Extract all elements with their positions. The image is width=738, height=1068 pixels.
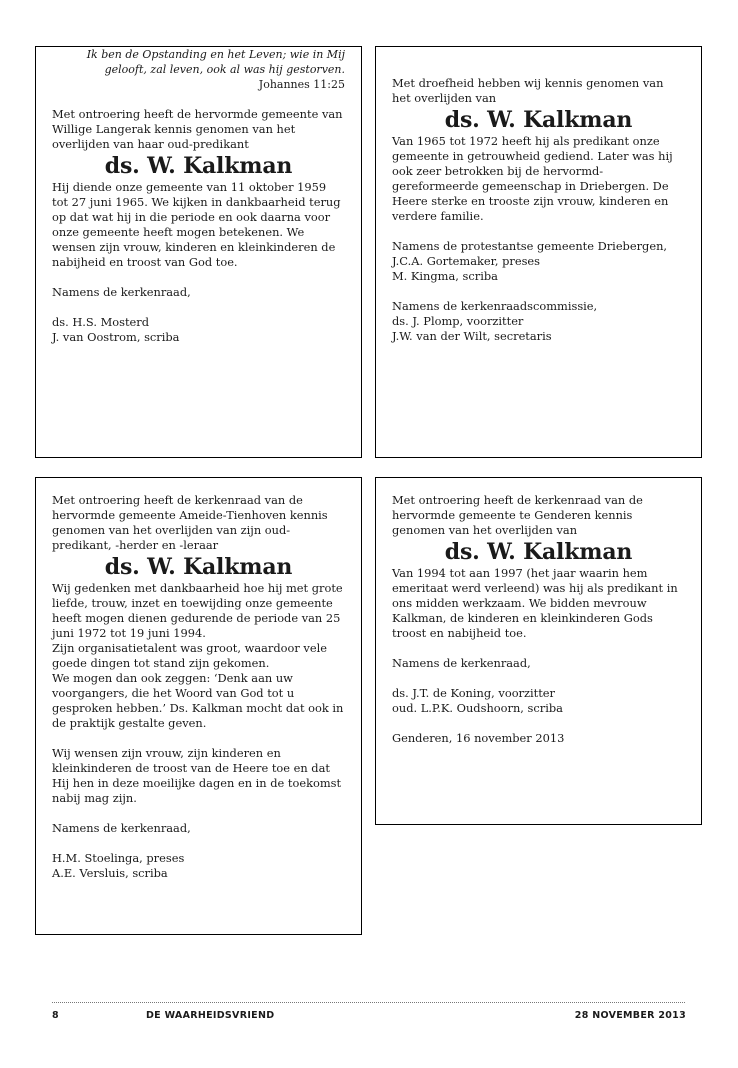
signature-heading: Namens de protestantse gemeente Driebergen, [392, 239, 668, 253]
deceased-name: ds. W. Kalkman [444, 539, 633, 565]
notice-body: Wij wensen zijn vrouw, zijn kinderen en kleinkinderen de troost van de Heere toe en dat Hij hen in deze moeilijke dagen en in de toekomst nabij mag zijn. [52, 746, 342, 805]
signer: J.C.A. Gortemaker, preses [392, 254, 540, 268]
notice-body: Hij diende onze gemeente van 11 oktober 1959 tot 27 juni 1965. We kijken in dankbaarheid terug op dat wat hij in die periode en ook daarna voor onze gemeente heeft mogen betekenen. We wensen zijn vrouw, kinderen en kleinkinderen de nabijheid en troost van God toe. [52, 180, 341, 269]
closing-line: Namens de kerkenraad, [52, 285, 191, 299]
notice-intro: Met ontroering heeft de kerkenraad van de hervormde gemeente Ameide-Tienhoven kennis genomen van het overlijden van zijn oud-predikant, -herder en -leraar [52, 493, 328, 552]
signer: ds. J. Plomp, voorzitter [392, 314, 524, 328]
notice-body: Van 1994 tot aan 1997 (het jaar waarin hem emeritaat werd verleend) was hij als predikant in ons midden werkzaam. We bidden mevrouw Kalkman, de kinderen en kleinkinderen Gods troost en nabijheid toe. [392, 566, 678, 640]
notice-genderen [375, 477, 702, 825]
notice-ameide-tienhoven [35, 477, 362, 935]
notice-body: Zijn organisatietalent was groot, waardoor vele goede dingen tot stand zijn gekomen. [52, 641, 327, 670]
notice-intro: Met ontroering heeft de hervormde gemeente van Willige Langerak kennis genomen van het overlijden van haar oud-predikant [52, 107, 343, 151]
bible-verse-reference: Johannes 11:25 [258, 78, 345, 91]
page-number: 8 [52, 1010, 59, 1021]
notice-willige-langerak [35, 46, 362, 458]
bible-verse: Ik ben de Opstanding en het Leven; wie in Mij gelooft, zal leven, ook al was hij gestorven. [86, 48, 345, 76]
issue-date: 28 NOVEMBER 2013 [574, 1010, 686, 1021]
signer: J. van Oostrom, scriba [52, 330, 180, 344]
notice-body: Van 1965 tot 1972 heeft hij als predikant onze gemeente in getrouwheid gediend. Later was hij ook zeer betrokken bij de hervormd-gereformeerde gemeenschap in Driebergen. De Heere sterke en trooste zijn vrouw, kinderen en verdere familie. [392, 134, 673, 223]
signer: J.W. van der Wilt, secretaris [392, 329, 552, 343]
footer-divider [52, 1002, 685, 1003]
place-date: Genderen, 16 november 2013 [392, 731, 565, 745]
notice-driebergen [375, 46, 702, 458]
signature-heading: Namens de kerkenraadscommissie, [392, 299, 598, 313]
signer: H.M. Stoelinga, preses [52, 851, 185, 865]
signer: M. Kingma, scriba [392, 269, 498, 283]
notice-body: Wij gedenken met dankbaarheid hoe hij met grote liefde, trouw, inzet en toewijding onze gemeente heeft mogen dienen gedurende de periode van 25 juni 1972 tot 19 juni 1994. [52, 581, 343, 640]
deceased-name: ds. W. Kalkman [444, 107, 633, 133]
signer: ds. H.S. Mosterd [52, 315, 149, 329]
publication-name: DE WAARHEIDSVRIEND [146, 1010, 275, 1021]
notice-intro: Met droefheid hebben wij kennis genomen van het overlijden van [392, 76, 664, 105]
signer: A.E. Versluis, scriba [52, 866, 168, 880]
notice-body: We mogen dan ook zeggen: ‘Denk aan uw voorgangers, die het Woord van God tot u gesproken hebben.’ Ds. Kalkman mocht dat ook in de praktijk gestalte geven. [52, 671, 344, 730]
signer: ds. J.T. de Koning, voorzitter [392, 686, 555, 700]
notice-intro: Met ontroering heeft de kerkenraad van de hervormde gemeente te Genderen kennis genomen van het overlijden van [392, 493, 643, 537]
deceased-name: ds. W. Kalkman [104, 554, 293, 580]
closing-line: Namens de kerkenraad, [52, 821, 191, 835]
deceased-name: ds. W. Kalkman [104, 153, 293, 179]
closing-line: Namens de kerkenraad, [392, 656, 531, 670]
signer: oud. L.P.K. Oudshoorn, scriba [392, 701, 563, 715]
